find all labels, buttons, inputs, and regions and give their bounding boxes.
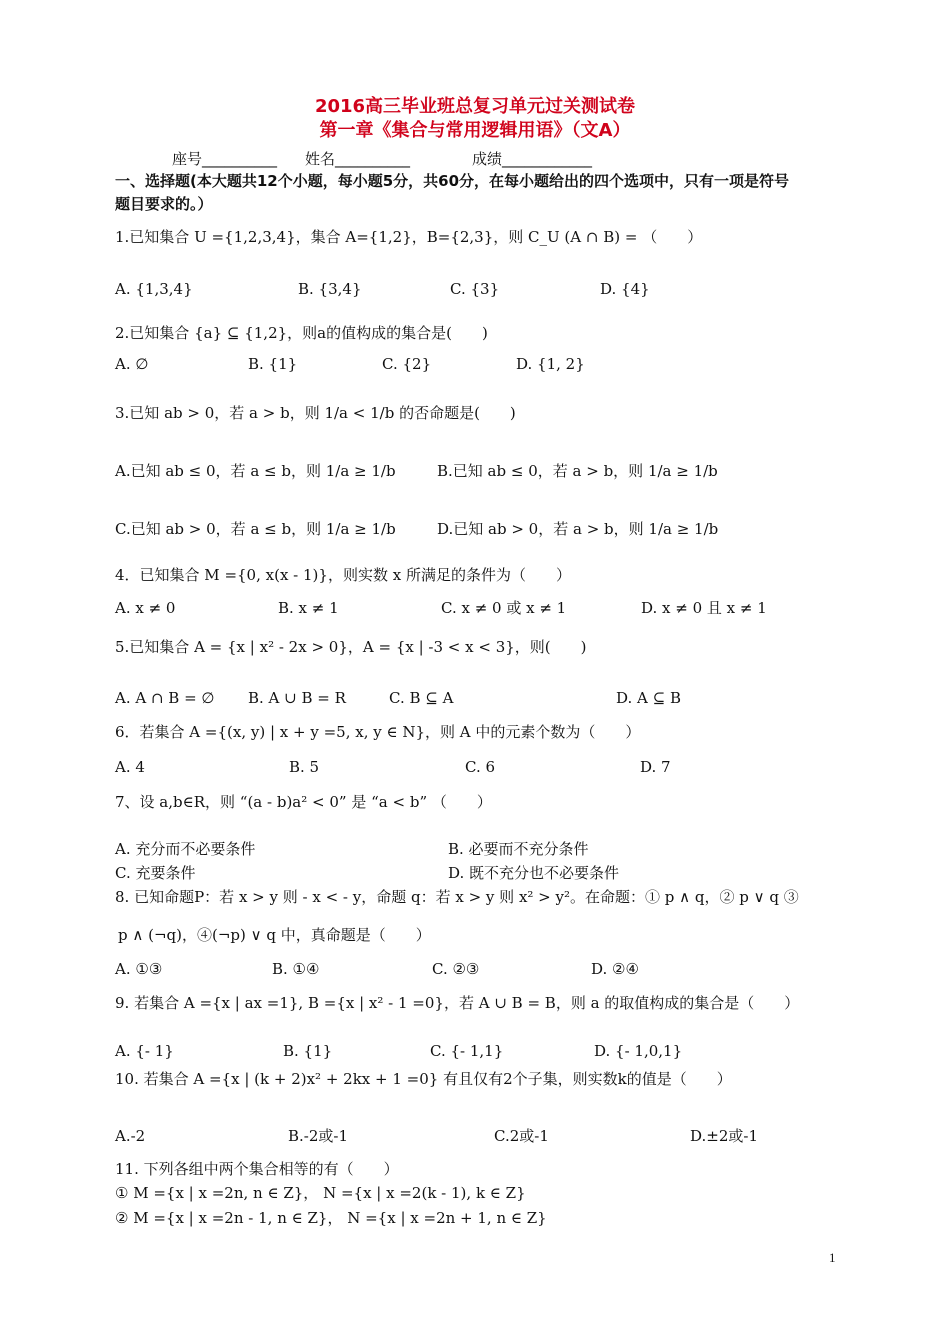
question-1-option-d: D. {4} [600,280,650,298]
question-6-option-a: A. 4 [115,758,145,776]
question-7-stem: 7、设 a,b∈R，则 “(a - b)a² < 0” 是 “a < b” （ ） [115,793,492,811]
question-2-stem: 2.已知集合 {a} ⊆ {1,2}，则a的值构成的集合是( ) [115,324,488,342]
question-4-stem: 4．已知集合 M ={0, x(x - 1)}，则实数 x 所满足的条件为（ ） [115,566,571,584]
question-7-option-d: D. 既不充分也不必要条件 [448,864,620,882]
question-5-option-c: C. B ⊆ A [389,689,454,707]
question-1-option-b: B. {3,4} [298,280,362,298]
question-8-option-a: A. ①③ [115,960,163,978]
question-7-option-c: C. 充要条件 [115,864,196,882]
question-3-option-d: D.已知 ab > 0，若 a > b，则 1/a ≥ 1/b [437,520,719,538]
question-9-option-b: B. {1} [283,1042,333,1060]
name-field: 姓名__________ [305,150,411,168]
question-8-stem: 8. 已知命题P：若 x > y 则 - x < - y，命题 q：若 x > y 则 x² > y²。在命题：① p ∧ q，② p ∨ q ③ [115,888,799,906]
seat-field: 座号__________ [172,150,278,168]
title-line-2: 第一章《集合与常用逻辑用语》（文A） [319,120,631,141]
question-4-option-d: D. x ≠ 0 且 x ≠ 1 [641,599,767,617]
question-11-stem: 11. 下列各组中两个集合相等的有（ ） [115,1160,399,1178]
question-6-stem: 6．若集合 A ={(x, y) | x + y =5, x, y ∈ N}，则 A 中的元素个数为（ ） [115,723,641,741]
question-7-option-b: B. 必要而不充分条件 [448,840,589,858]
question-11-line-2: ② M ={x | x =2n - 1, n ∈ Z}， N ={x | x =2n + 1, n ∈ Z} [115,1209,547,1227]
question-10-option-a: A.-2 [115,1127,146,1145]
question-8-stem-continued: p ∧ (¬q)，④(¬p) ∨ q 中，真命题是（ ） [118,926,431,944]
question-5-stem: 5.已知集合 A = {x | x² - 2x > 0}，A = {x | -3 < x < 3}，则( ) [115,638,587,656]
section-heading-line-2: 题目要求的。） [115,195,213,213]
question-10-option-c: C.2或-1 [494,1127,549,1145]
question-7-option-a: A. 充分而不必要条件 [115,840,256,858]
question-5-option-d: D. A ⊆ B [616,689,681,707]
question-9-stem: 9. 若集合 A ={x | ax =1}, B ={x | x² - 1 =0}，若 A ∪ B = B，则 a 的取值构成的集合是（ ） [115,994,800,1012]
question-3-option-a: A.已知 ab ≤ 0，若 a ≤ b，则 1/a ≥ 1/b [115,462,396,480]
title-line-1: 2016高三毕业班总复习单元过关测试卷 [314,96,636,117]
question-8-option-c: C. ②③ [432,960,480,978]
question-3-stem: 3.已知 ab > 0，若 a > b，则 1/a < 1/b 的否命题是( ) [115,404,516,422]
question-2-option-d: D. {1, 2} [516,355,585,373]
question-4-option-a: A. x ≠ 0 [115,599,176,617]
question-4-option-c: C. x ≠ 0 或 x ≠ 1 [441,599,567,617]
question-5-option-b: B. A ∪ B = R [248,689,346,707]
question-4-option-b: B. x ≠ 1 [278,599,339,617]
question-10-option-b: B.-2或-1 [288,1127,349,1145]
page-number: 1 [829,1250,836,1265]
question-9-option-a: A. {- 1} [115,1042,174,1060]
question-1-stem: 1.已知集合 U ={1,2,3,4}，集合 A={1,2}，B={2,3}，则 C_U (A ∩ B) = （ ） [115,228,703,246]
question-8-option-d: D. ②④ [591,960,639,978]
question-1-option-a: A. {1,3,4} [115,280,193,298]
question-10-option-d: D.±2或-1 [690,1127,758,1145]
question-9-option-c: C. {- 1,1} [430,1042,504,1060]
question-6-option-b: B. 5 [289,758,320,776]
section-heading-line-1: 一、选择题(本大题共12个小题，每小题5分，共60分，在每小题给出的四个选项中，只有一项是符号 [115,172,790,190]
question-5-option-a: A. A ∩ B = ∅ [115,689,215,707]
question-9-option-d: D. {- 1,0,1} [594,1042,683,1060]
question-1-option-c: C. {3} [450,280,500,298]
question-8-option-b: B. ①④ [272,960,320,978]
question-3-option-b: B.已知 ab ≤ 0，若 a > b，则 1/a ≥ 1/b [437,462,718,480]
question-6-option-c: C. 6 [465,758,496,776]
score-field: 成绩____________ [472,150,593,168]
question-6-option-d: D. 7 [640,758,671,776]
question-2-option-a: A. ∅ [115,355,149,373]
question-10-stem: 10. 若集合 A ={x | (k + 2)x² + 2kx + 1 =0} 有且仅有2个子集，则实数k的值是（ ） [115,1070,732,1088]
question-11-line-1: ① M ={x | x =2n, n ∈ Z}， N ={x | x =2(k - 1), k ∈ Z} [115,1184,526,1202]
question-2-option-b: B. {1} [248,355,298,373]
question-3-option-c: C.已知 ab > 0，若 a ≤ b，则 1/a ≥ 1/b [115,520,396,538]
question-2-option-c: C. {2} [382,355,432,373]
